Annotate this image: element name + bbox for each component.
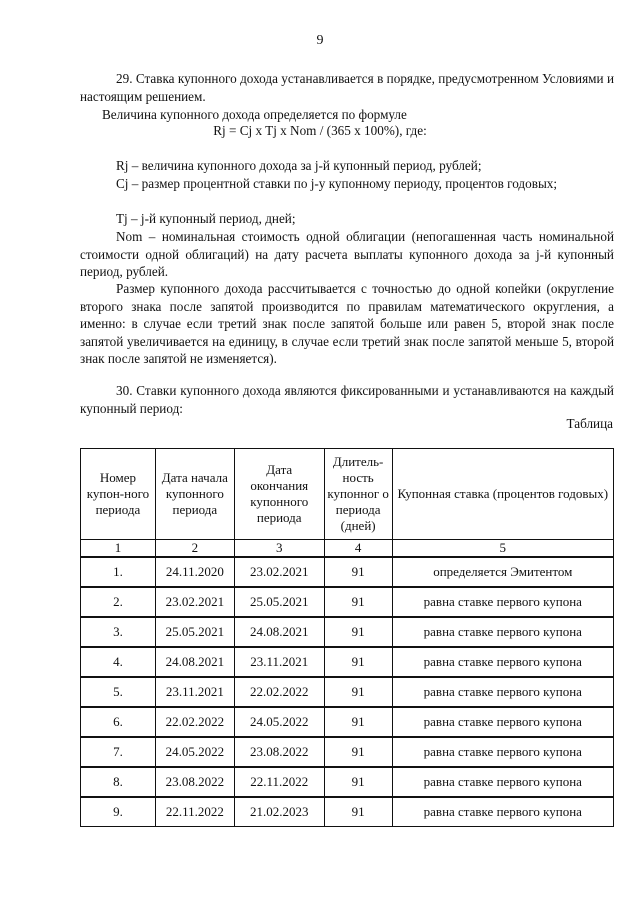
period-number: 1. bbox=[81, 557, 156, 587]
end-date: 22.11.2022 bbox=[234, 767, 324, 797]
duration-days: 91 bbox=[324, 677, 392, 707]
start-date: 24.08.2021 bbox=[155, 647, 234, 677]
period-number: 4. bbox=[81, 647, 156, 677]
start-date: 23.02.2021 bbox=[155, 587, 234, 617]
definition-nom: Nom – номинальная стоимость одной облигации (непогашенная часть номинальной стоимости одной облигаций) на дату расчета выплаты купонного дохода за j-й купонный период, рублей. bbox=[80, 229, 614, 280]
column-number: 1 bbox=[81, 540, 156, 558]
period-number: 3. bbox=[81, 617, 156, 647]
table-row bbox=[81, 797, 614, 827]
definition-tj: Tj – j-й купонный период, дней; bbox=[116, 211, 296, 226]
start-date: 22.02.2022 bbox=[155, 707, 234, 737]
period-number: 2. bbox=[81, 587, 156, 617]
table-row bbox=[81, 737, 614, 767]
column-number: 4 bbox=[324, 540, 392, 558]
end-date: 22.02.2022 bbox=[234, 677, 324, 707]
duration-days: 91 bbox=[324, 587, 392, 617]
coupon-rate: равна ставке первого купона bbox=[392, 677, 613, 707]
duration-days: 91 bbox=[324, 557, 392, 587]
table-row bbox=[81, 587, 614, 617]
table-row bbox=[81, 557, 614, 587]
start-date: 23.08.2022 bbox=[155, 767, 234, 797]
table-label: Таблица bbox=[566, 416, 613, 431]
header-end-date: Дата окончания купонного периода bbox=[234, 449, 324, 540]
coupon-rate: равна ставке первого купона bbox=[392, 587, 613, 617]
coupon-rate: равна ставке первого купона bbox=[392, 617, 613, 647]
end-date: 23.11.2021 bbox=[234, 647, 324, 677]
table-row bbox=[81, 647, 614, 677]
duration-days: 91 bbox=[324, 737, 392, 767]
start-date: 24.11.2020 bbox=[155, 557, 234, 587]
paragraph-30: 30. Ставки купонного дохода являются фиксированными и устанавливаются на каждый купонный период: bbox=[80, 383, 614, 416]
definition-rj: Rj – величина купонного дохода за j-й купонный период, рублей; bbox=[116, 158, 482, 173]
table-row bbox=[81, 707, 614, 737]
start-date: 25.05.2021 bbox=[155, 617, 234, 647]
end-date: 23.08.2022 bbox=[234, 737, 324, 767]
end-date: 24.08.2021 bbox=[234, 617, 324, 647]
column-number: 5 bbox=[392, 540, 613, 558]
coupon-rate: равна ставке первого купона bbox=[392, 797, 613, 827]
coupon-table bbox=[80, 448, 614, 827]
column-number: 2 bbox=[155, 540, 234, 558]
period-number: 7. bbox=[81, 737, 156, 767]
formula: Rj = Cj x Tj x Nom / (365 x 100%), где: bbox=[213, 123, 427, 138]
duration-days: 91 bbox=[324, 797, 392, 827]
end-date: 21.02.2023 bbox=[234, 797, 324, 827]
definition-cj: Cj – размер процентной ставки по j-у купонному периоду, процентов годовых; bbox=[116, 176, 558, 191]
rounding-paragraph: Размер купонного дохода рассчитывается с точностью до одной копейки (округление второго знака после запятой производится по правилам математического округления, а именно: в случае если третий знак после запятой больше или равен 5, второй знак после запятой увеличивается на единицу, в случае если третий знак после запятой меньше 5, второй знак после запятой не изменяется). bbox=[80, 281, 614, 367]
period-number: 6. bbox=[81, 707, 156, 737]
coupon-rate: равна ставке первого купона bbox=[392, 707, 613, 737]
header-coupon-rate: Купонная ставка (процентов годовых) bbox=[392, 449, 613, 540]
formula-intro: Величина купонного дохода определяется по формуле bbox=[102, 107, 407, 122]
period-number: 5. bbox=[81, 677, 156, 707]
table-row bbox=[81, 677, 614, 707]
end-date: 24.05.2022 bbox=[234, 707, 324, 737]
duration-days: 91 bbox=[324, 767, 392, 797]
table-row bbox=[81, 617, 614, 647]
coupon-rate: определяется Эмитентом bbox=[392, 557, 613, 587]
duration-days: 91 bbox=[324, 647, 392, 677]
header-period-number: Номер купон-ного периода bbox=[81, 449, 156, 540]
header-duration: Длитель-ность купонног о периода (дней) bbox=[324, 449, 392, 540]
column-number: 3 bbox=[234, 540, 324, 558]
coupon-rate: равна ставке первого купона bbox=[392, 647, 613, 677]
coupon-rate: равна ставке первого купона bbox=[392, 767, 613, 797]
end-date: 23.02.2021 bbox=[234, 557, 324, 587]
duration-days: 91 bbox=[324, 707, 392, 737]
table-row bbox=[81, 767, 614, 797]
start-date: 23.11.2021 bbox=[155, 677, 234, 707]
end-date: 25.05.2021 bbox=[234, 587, 324, 617]
start-date: 22.11.2022 bbox=[155, 797, 234, 827]
start-date: 24.05.2022 bbox=[155, 737, 234, 767]
coupon-rate: равна ставке первого купона bbox=[392, 737, 613, 767]
header-start-date: Дата начала купонного периода bbox=[155, 449, 234, 540]
paragraph-29: 29. Ставка купонного дохода устанавливается в порядке, предусмотренном Условиями и настоящим решением. bbox=[80, 71, 614, 104]
page-number: 9 bbox=[316, 33, 324, 48]
column-number-row bbox=[81, 540, 614, 558]
period-number: 9. bbox=[81, 797, 156, 827]
table-header-row bbox=[81, 449, 614, 540]
duration-days: 91 bbox=[324, 617, 392, 647]
period-number: 8. bbox=[81, 767, 156, 797]
